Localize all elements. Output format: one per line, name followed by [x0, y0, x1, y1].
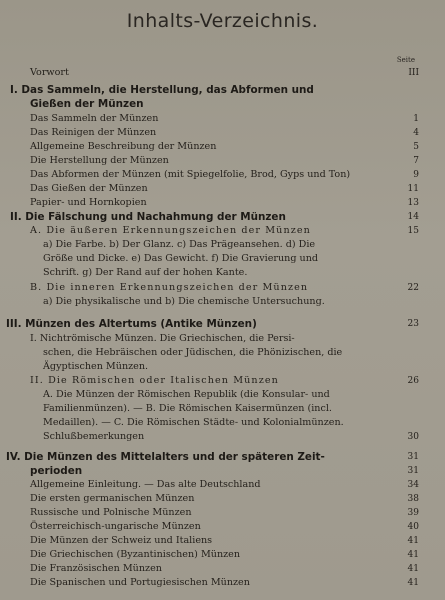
- toc-entry-title: II. Die Fälschung und Nachahmung der Münzen: [10, 211, 286, 223]
- toc-entry-title: schen, die Hebräischen oder Jüdischen, die Phönizischen, die: [43, 347, 343, 358]
- toc-page-number: 7: [413, 156, 419, 166]
- toc-page-number: III: [408, 68, 419, 78]
- toc-entry: [0, 281, 445, 295]
- toc-entry-title: II. Die Römischen oder Italischen Münzen: [30, 375, 279, 386]
- toc-entry-title: Allgemeine Beschreibung der Münzen: [30, 141, 217, 152]
- toc-entry-title: Das Gießen der Münzen: [30, 183, 148, 194]
- toc-entry: [0, 66, 445, 80]
- toc-entry-title: Die Griechischen (Byzantinischen) Münzen: [30, 549, 241, 560]
- toc-entry: [0, 548, 445, 562]
- toc-entry: [0, 492, 445, 506]
- toc-entry-title: Schlußbemerkungen: [43, 431, 145, 442]
- toc-entry: [0, 374, 445, 388]
- toc-entry-title: Größe und Dicke. e) Das Gewicht. f) Die Gravierung und: [43, 253, 319, 264]
- toc-entry: [0, 478, 445, 492]
- toc-entry: [0, 346, 445, 360]
- toc-entry: [0, 388, 445, 402]
- toc-page-number: 15: [407, 226, 419, 236]
- toc-entry-title: Familienmünzen). — B. Die Römischen Kaisermünzen (incl.: [43, 403, 332, 414]
- toc-entry: [0, 196, 445, 210]
- toc-entry-title: Die Herstellung der Münzen: [30, 155, 169, 166]
- toc-entry-title: I. Nichtrömische Münzen. Die Griechischen, die Persi-: [30, 333, 295, 344]
- toc-page-number: 40: [407, 522, 419, 532]
- toc-entry: [0, 534, 445, 548]
- toc-entry-title: Die ersten germanischen Münzen: [30, 493, 195, 504]
- toc-entry: [0, 332, 445, 346]
- toc-entry: [0, 224, 445, 238]
- toc-entry-title: Vorwort: [30, 67, 69, 78]
- toc-page-number: 38: [407, 494, 419, 504]
- toc-entry: [0, 506, 445, 520]
- page-column-header: Seite: [396, 56, 415, 64]
- toc-section-heading: [0, 83, 445, 97]
- toc-entry-title: III. Münzen des Altertums (Antike Münzen): [6, 318, 257, 330]
- toc-entry-title: Das Abformen der Münzen (mit Spiegelfolie, Brod, Gyps und Ton): [30, 169, 351, 180]
- toc-entry: [0, 416, 445, 430]
- toc-entry: [0, 562, 445, 576]
- toc-section-heading: [0, 317, 445, 331]
- toc-page-number: 41: [407, 564, 419, 574]
- toc-entry-title: Russische und Polnische Münzen: [30, 507, 192, 518]
- toc-page-number: 5: [413, 142, 419, 152]
- toc-entry-title: Das Sammeln der Münzen: [30, 113, 159, 124]
- toc-page-number: 13: [407, 198, 419, 208]
- toc-section-heading: [0, 450, 445, 464]
- toc-page-number: 34: [407, 480, 419, 490]
- toc-page-number: 26: [407, 376, 419, 386]
- toc-page-number: 30: [407, 432, 419, 442]
- toc-entry: [0, 360, 445, 374]
- toc-entry: [0, 402, 445, 416]
- toc-entry: [0, 238, 445, 252]
- toc-entry-title: I. Das Sammeln, die Herstellung, das Abformen und: [10, 84, 314, 96]
- toc-section-heading: [0, 464, 445, 478]
- toc-entry: [0, 140, 445, 154]
- toc-entry-title: perioden: [30, 465, 83, 477]
- toc-page-number: 4: [413, 128, 419, 138]
- toc-entry-title: Gießen der Münzen: [30, 98, 144, 110]
- toc-entry: [0, 576, 445, 590]
- toc-entry-title: a) Die physikalische und b) Die chemische Untersuchung.: [43, 296, 325, 307]
- toc-entry-title: Medaillen). — C. Die Römischen Städte- und Kolonialmünzen.: [43, 417, 344, 428]
- toc-entry-title: A. Die äußeren Erkennungszeichen der Münzen: [30, 225, 311, 236]
- toc-entry: [0, 266, 445, 280]
- toc-page-number: 41: [407, 536, 419, 546]
- toc-page-number: 1: [413, 114, 419, 124]
- toc-entry-title: Österreichisch-ungarische Münzen: [30, 521, 201, 532]
- toc-entry: [0, 154, 445, 168]
- toc-entry-title: IV. Die Münzen des Mittelalters und der späteren Zeit-: [6, 451, 325, 463]
- toc-entry: [0, 295, 445, 309]
- toc-page-number: 11: [407, 184, 419, 194]
- toc-page-number: 39: [407, 508, 419, 518]
- toc-entry-title: Die Spanischen und Portugiesischen Münzen: [30, 577, 250, 588]
- toc-page-number: 14: [407, 212, 419, 222]
- toc-page-number: 41: [407, 578, 419, 588]
- toc-entry-title: B. Die inneren Erkennungszeichen der Münzen: [30, 282, 309, 293]
- toc-entry-title: Die Münzen der Schweiz und Italiens: [30, 535, 213, 546]
- toc-page-number: 31: [407, 452, 419, 462]
- toc-entry-title: Schrift. g) Der Rand auf der hohen Kante.: [43, 267, 248, 278]
- toc-entry: [0, 168, 445, 182]
- toc-entry-title: Die Französischen Münzen: [30, 563, 162, 574]
- toc-page-number: 9: [413, 170, 419, 180]
- toc-page-number: 23: [407, 319, 419, 329]
- toc-page-number: 22: [407, 283, 419, 293]
- toc-entry: [0, 112, 445, 126]
- toc-entry: [0, 126, 445, 140]
- toc-entry-title: Papier- und Hornkopien: [30, 197, 147, 208]
- toc-page-number: 41: [407, 550, 419, 560]
- toc-entry: [0, 520, 445, 534]
- toc-entry-title: Ägyptischen Münzen.: [43, 361, 149, 372]
- toc-entry: [0, 252, 445, 266]
- toc-entry-title: Das Reinigen der Münzen: [30, 127, 157, 138]
- toc-page-number: 31: [407, 466, 419, 476]
- toc-entry-title: A. Die Münzen der Römischen Republik (die Konsular- und: [43, 389, 330, 400]
- page-title: Inhalts-Verzeichnis.: [126, 10, 319, 32]
- toc-entry-title: Allgemeine Einleitung. — Das alte Deutschland: [30, 479, 261, 490]
- toc-entry: [0, 430, 445, 444]
- toc-entry-title: a) Die Farbe. b) Der Glanz. c) Das Prägeansehen. d) Die: [43, 239, 316, 250]
- toc-section-heading: [0, 210, 445, 224]
- toc-entry: [0, 182, 445, 196]
- toc-section-heading: [0, 97, 445, 111]
